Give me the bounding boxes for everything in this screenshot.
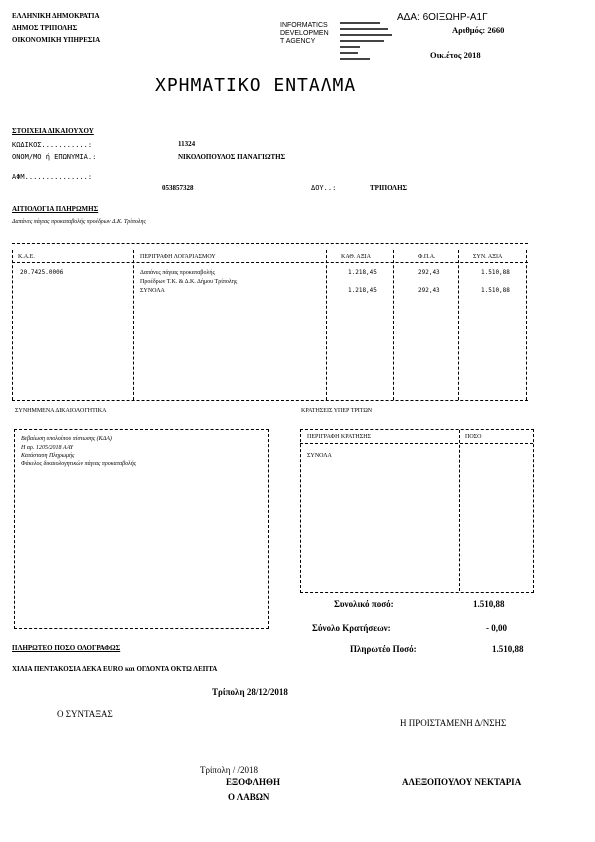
row2-total: 1.510,88 <box>481 287 510 294</box>
logo-line-1: INFORMATICS <box>280 22 328 29</box>
org-line-2: ΔΗΜΟΣ ΤΡΙΠΟΛΗΣ <box>12 24 78 32</box>
ida-logo <box>280 22 329 46</box>
name-label: ΟΝΟΜ/ΜΟ ή ΕΠΩΝΥΜΙΑ.: <box>12 153 97 161</box>
total-value: 1.510,88 <box>473 599 505 609</box>
code-label: ΚΩΔΙΚΟΣ...........: <box>12 141 93 149</box>
supporting-line-4: Φάκελος δικαιολογητικών πάγιας προκαταβολής <box>21 461 137 467</box>
row-desc-line-1: Δαπάνες πάγιας προκαταβολής <box>140 270 215 276</box>
deductions-total-row: ΣΥΝΟΛΑ <box>307 453 332 459</box>
doy-value: ΤΡΙΠΟΛΗΣ <box>370 184 408 192</box>
table-col-line <box>458 250 459 400</box>
row-desc-line-2: Προέδρων Τ.Κ. & Δ.Κ. Δήμου Τρίπολης <box>140 279 238 285</box>
table-col-line <box>526 250 527 400</box>
supporting-box <box>14 429 269 629</box>
head-name: ΑΛΕΞΟΠΟΥΛΟΥ ΝΕΚΤΑΡΙΑ <box>402 777 522 787</box>
document-number: Αριθμός: 2660 <box>452 25 505 35</box>
receiver-label: Ο ΛΑΒΩΝ <box>228 792 270 802</box>
deductions-box <box>300 429 534 593</box>
paid-label: ΕΞΟΦΛΗΘΗ <box>226 777 281 787</box>
supporting-line-2: Η αρ. 1205/2018 ΑΑΥ <box>21 445 74 451</box>
org-line-3: ΟΙΚΟΝΟΜΙΚΗ ΥΠΗΡΕΣΙΑ <box>12 36 101 44</box>
total-label: Συνολικό ποσό: <box>334 599 394 609</box>
table-col-line <box>12 250 13 400</box>
place-date-blank: Τρίπολη / /2018 <box>200 765 258 775</box>
amount-words-text: ΧΙΛΙΑ ΠΕΝΤΑΚΟΣΙΑ ΔΕΚΑ EURO και ΟΓΔΟΝΤΑ ΟΚΤΩ ΛΕΠΤΑ <box>12 665 218 673</box>
code-value: 11324 <box>178 140 196 148</box>
col-description: ΠΕΡΙΓΡΑΦΗ ΛΟΓΑΡΙΑΣΜΟΥ <box>140 254 216 260</box>
deductions-col-amount: ΠΟΣΟ <box>465 434 482 440</box>
supporting-line-3: Κατάσταση Πληρωμής <box>21 453 75 459</box>
logo-line-3: T AGENCY <box>280 38 316 45</box>
payable-value: 1.510,88 <box>492 644 524 654</box>
supporting-title: ΣΥΝΗΜΜΕΝΑ ΔΙΚΑΙΟΛΟΓΗΤΙΚΑ <box>15 408 107 414</box>
deductions-title: ΚΡΑΤΗΣΕΙΣ ΥΠΕΡ ΤΡΙΤΩΝ <box>301 408 373 414</box>
logo-line-2: DEVELOPMEN <box>280 30 329 37</box>
deductions-header-rule <box>300 443 533 444</box>
row2-net: 1.218,45 <box>348 287 377 294</box>
col-vat: Φ.Π.Α. <box>418 254 436 260</box>
table-header-rule <box>12 262 528 263</box>
row1-net: 1.218,45 <box>348 269 377 276</box>
col-kae: Κ.Α.Ε. <box>18 254 35 260</box>
table-col-line <box>133 250 134 400</box>
row-desc-line-3: ΣΥΝΟΛΑ <box>140 288 165 294</box>
beneficiary-title: ΣΤΟΙΧΕΙΑ ΔΙΚΑΙΟΥΧΟΥ <box>12 127 94 135</box>
row2-vat: 292,43 <box>418 287 440 294</box>
justification-title: ΑΙΤΙΟΛΟΓΙΑ ΠΛΗΡΩΜΗΣ <box>12 205 99 213</box>
ada-code: ΑΔΑ: 6ΟΙΞΩΗΡ-Α1Γ <box>397 12 488 23</box>
row-kae: 20.7425.0006 <box>20 269 64 276</box>
justification-text: Δαπάνες πάγιας προκαταβολής προέδρων Δ.Κ. Τρίπολης <box>12 219 146 225</box>
composer-label: Ο ΣΥΝΤΑΞΑΣ <box>57 709 113 719</box>
col-net: ΚΑΘ. ΑΞΙΑ <box>341 254 371 260</box>
name-value: ΝΙΚΟΛΟΠΟΥΛΟΣ ΠΑΝΑΓΙΩΤΗΣ <box>178 153 286 161</box>
afm-value: 053857328 <box>162 184 194 192</box>
org-line-1: ΕΛΛΗΝΙΚΗ ΔΗΜΟΚΡΑΤΙΑ <box>12 12 100 20</box>
table-top-rule <box>12 243 528 244</box>
row1-total: 1.510,88 <box>481 269 510 276</box>
page-title: ΧΡΗΜΑΤΙΚΟ ΕΝΤΑΛΜΑ <box>155 75 357 96</box>
deductions-col-description: ΠΕΡΙΓΡΑΦΗ ΚΡΑΤΗΣΗΣ <box>307 434 372 440</box>
logo-fine-print <box>340 22 395 64</box>
table-col-line <box>393 250 394 400</box>
supporting-line-1: Βεβαίωση υπολοίπου πίστωσης (ΚΔΑ) <box>21 436 112 442</box>
col-total: ΣΥΝ. ΑΞΙΑ <box>473 254 503 260</box>
afm-label: ΑΦΜ...............: <box>12 173 93 181</box>
table-col-line <box>326 250 327 400</box>
head-label: Η ΠΡΟΙΣΤΑΜΕΝΗ Δ/ΝΣΗΣ <box>400 718 507 728</box>
doy-label: ΔΟΥ..: <box>311 184 337 192</box>
deductions-value: - 0,00 <box>486 623 507 633</box>
amount-words-title: ΠΛΗΡΩΤΕΟ ΠΟΣΟ ΟΛΟΓΡΑΦΩΣ <box>12 644 121 652</box>
table-bottom-rule <box>12 400 528 401</box>
place-date: Τρίπολη 28/12/2018 <box>212 687 288 697</box>
payable-label: Πληρωτέο Ποσό: <box>350 644 417 654</box>
deductions-label: Σύνολο Κρατήσεων: <box>312 623 391 633</box>
deductions-col-line <box>459 430 460 591</box>
row1-vat: 292,43 <box>418 269 440 276</box>
fiscal-year: Οικ.έτος 2018 <box>430 50 481 60</box>
